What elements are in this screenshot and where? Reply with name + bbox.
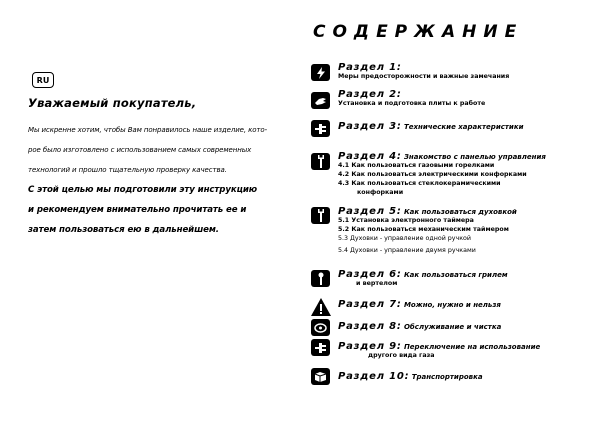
lightning-icon xyxy=(311,64,330,81)
toc-section-8[interactable] xyxy=(338,322,501,332)
toc-title: СОДЕРЖАНИЕ xyxy=(313,22,524,42)
section-5-line-1: 5.1 Установка электронного таймера xyxy=(338,217,474,224)
emphasis-line-3: затем пользоваться ею в дальнейшем. xyxy=(28,225,219,235)
section-6-line-1: и вертелом xyxy=(356,280,398,287)
toc-section-6[interactable] xyxy=(338,270,508,280)
hand-icon xyxy=(311,92,330,109)
intro-line-1: Мы искренне хотим, чтобы Вам понравилось наше изделие, кото- xyxy=(28,126,267,134)
section-4-title: Знакомство с панелью управления xyxy=(403,153,546,161)
section-5-line-4: 5.4 Духовки - управление двумя ручками xyxy=(338,247,476,254)
intro-line-2: рое было изготовлено с использованием самых современных xyxy=(28,146,252,154)
oven-tool-icon xyxy=(311,207,330,224)
section-3-heading: Раздел 3: xyxy=(338,121,402,132)
section-9-line-1: другого вида газа xyxy=(368,352,435,359)
section-6-heading: Раздел 6: xyxy=(338,269,402,280)
toc-section-1[interactable] xyxy=(338,63,402,73)
emphasis-line-1: С этой целью мы подготовили эту инструкцию xyxy=(28,185,258,195)
section-5-heading: Раздел 5: xyxy=(338,206,402,217)
tool-icon xyxy=(311,153,330,170)
toc-section-9[interactable] xyxy=(338,342,540,352)
section-5-line-3: 5.3 Духовки - управление одной ручкой xyxy=(338,235,471,242)
section-5-line-2: 5.2 Как пользоваться механическим таймером xyxy=(338,226,509,233)
section-6-title: Как пользоваться грилем xyxy=(403,271,508,279)
section-1-heading: Раздел 1: xyxy=(338,62,402,73)
section-4-line-2: 4.2 Как пользоваться электрическими конфорками xyxy=(338,171,527,178)
toc-section-7[interactable] xyxy=(338,300,501,310)
language-badge: RU xyxy=(32,72,54,88)
section-7-title: Можно, нужно и нельзя xyxy=(403,301,501,309)
section-7-heading: Раздел 7: xyxy=(338,299,402,310)
cleaning-icon xyxy=(311,319,330,336)
section-1-line-1: Меры предосторожности и важные замечания xyxy=(338,73,510,80)
plug-icon xyxy=(311,120,330,137)
section-5-title: Как пользоваться духовкой xyxy=(403,208,517,216)
intro-line-3: технологий и прошло тщательную проверку качества. xyxy=(28,166,227,174)
section-9-title: Переключение на использование xyxy=(403,343,541,351)
toc-section-3[interactable] xyxy=(338,122,524,132)
emphasis-line-2: и рекомендуем внимательно прочитать ее и xyxy=(28,205,247,215)
grill-icon xyxy=(311,270,330,287)
toc-section-4[interactable] xyxy=(338,152,546,162)
greeting: Уважаемый покупатель, xyxy=(28,96,197,110)
gas-switch-icon xyxy=(311,339,330,356)
toc-section-10[interactable] xyxy=(338,372,483,382)
section-4-heading: Раздел 4: xyxy=(338,151,402,162)
section-4-line-3: 4.3 Как пользоваться стеклокерамическими xyxy=(338,180,501,187)
section-4-line-1: 4.1 Как пользоваться газовыми горелками xyxy=(338,162,495,169)
section-10-heading: Раздел 10: xyxy=(338,371,410,382)
section-3-title: Технические характеристики xyxy=(403,123,524,131)
section-9-heading: Раздел 9: xyxy=(338,341,402,352)
warning-icon xyxy=(311,298,331,320)
section-2-line-1: Установка и подготовка плиты к работе xyxy=(338,100,486,107)
transport-icon xyxy=(311,368,330,385)
section-10-title: Транспортировка xyxy=(411,373,483,381)
section-2-heading: Раздел 2: xyxy=(338,89,402,100)
section-8-title: Обслуживание и чистка xyxy=(403,323,502,331)
toc-section-2[interactable] xyxy=(338,90,402,100)
section-4-line-4: конфорками xyxy=(357,189,404,196)
section-8-heading: Раздел 8: xyxy=(338,321,402,332)
toc-section-5[interactable] xyxy=(338,207,517,217)
